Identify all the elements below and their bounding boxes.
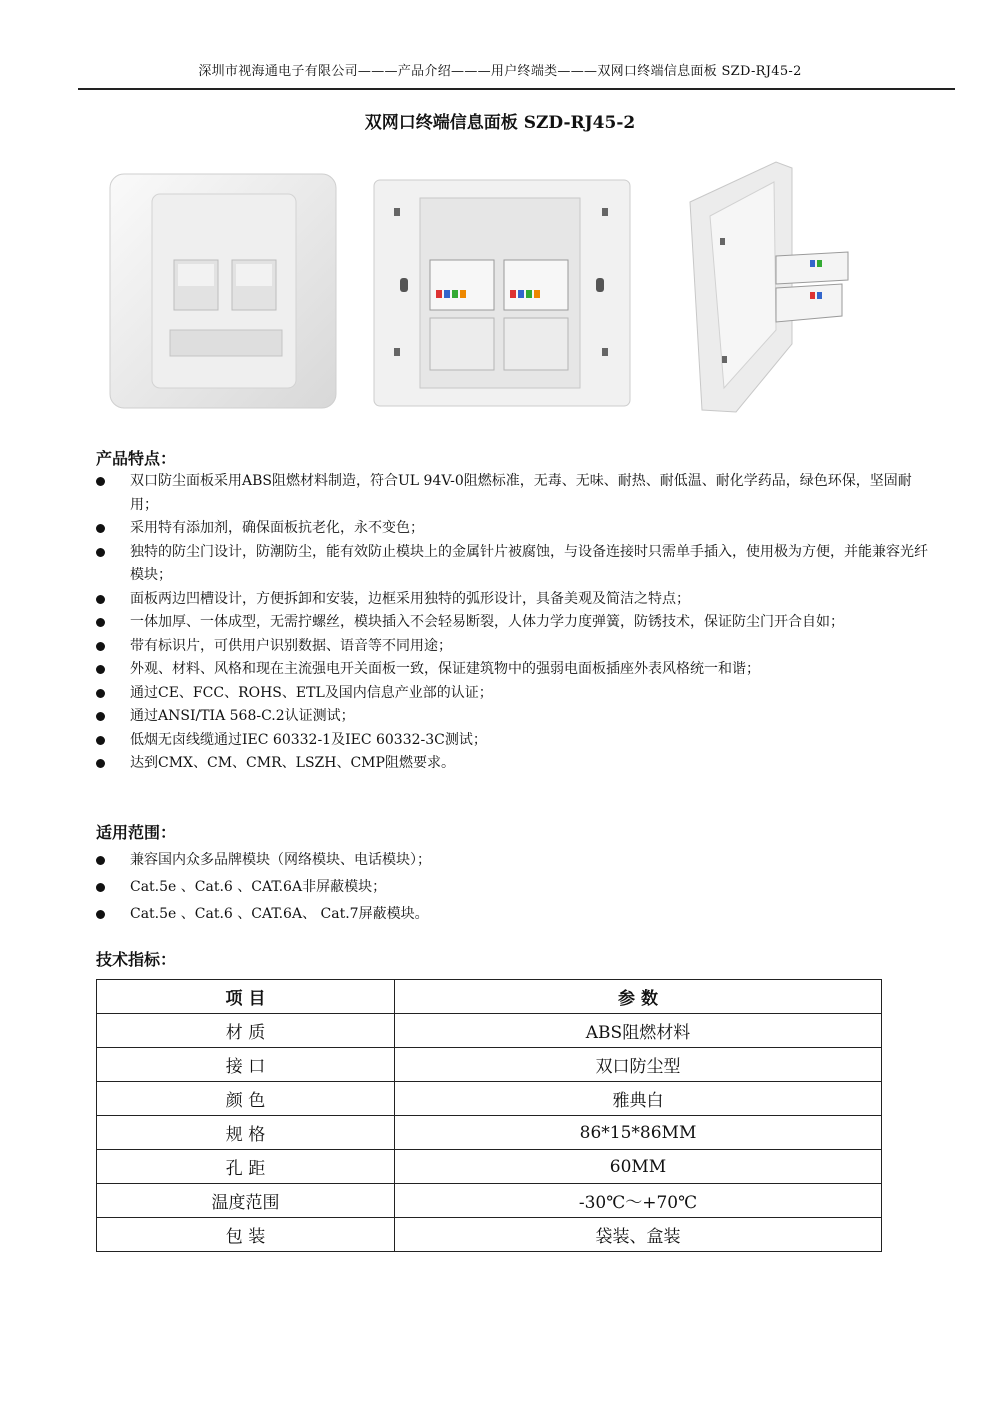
bullet-icon bbox=[96, 712, 105, 721]
spec-item: 材 质 bbox=[97, 1014, 395, 1048]
table-row bbox=[97, 1218, 882, 1252]
bullet-icon bbox=[96, 759, 105, 768]
front-view-photo bbox=[108, 172, 338, 410]
bullet-icon bbox=[96, 642, 105, 651]
list-item: 带有标识片，可供用户识别数据、语音等不同用途； bbox=[96, 635, 936, 659]
spec-item: 温度范围 bbox=[97, 1184, 395, 1218]
bullet-icon bbox=[96, 856, 105, 865]
back-view-photo bbox=[372, 178, 634, 410]
bullet-icon bbox=[96, 618, 105, 627]
scope-heading: 适用范围： bbox=[96, 823, 177, 842]
table-row bbox=[97, 1150, 882, 1184]
list-item: 达到CMX、CM、CMR、LSZH、CMP阻燃要求。 bbox=[96, 752, 936, 776]
spec-item: 颜 色 bbox=[97, 1082, 395, 1116]
features-list bbox=[96, 470, 936, 776]
table-row bbox=[97, 1014, 882, 1048]
side-view-photo bbox=[680, 160, 866, 416]
list-item: 面板两边凹槽设计，方便拆卸和安装，边框采用独特的弧形设计，具备美观及简洁之特点； bbox=[96, 588, 936, 612]
bullet-icon bbox=[96, 477, 105, 486]
spec-item: 孔 距 bbox=[97, 1150, 395, 1184]
specs-heading: 技术指标： bbox=[96, 950, 177, 969]
table-row bbox=[97, 1082, 882, 1116]
table-row bbox=[97, 1048, 882, 1082]
spec-value: 雅典白 bbox=[395, 1082, 882, 1116]
header-rule bbox=[78, 88, 955, 90]
spec-value: -30℃～+70℃ bbox=[395, 1184, 882, 1218]
table-row bbox=[97, 1116, 882, 1150]
spec-value: 双口防尘型 bbox=[395, 1048, 882, 1082]
list-item: 一体加厚、一体成型，无需拧螺丝，模块插入不会轻易断裂，人体力学力度弹簧，防锈技术，保证防尘门开合自如； bbox=[96, 611, 936, 635]
list-item: 采用特有添加剂，确保面板抗老化，永不变色； bbox=[96, 517, 936, 541]
table-header-row bbox=[97, 980, 882, 1014]
list-item: 通过ANSI/TIA 568-C.2认证测试； bbox=[96, 705, 936, 729]
spec-value: ABS阻燃材料 bbox=[395, 1014, 882, 1048]
spec-item: 包 装 bbox=[97, 1218, 395, 1252]
spec-value: 袋装、盒装 bbox=[395, 1218, 882, 1252]
bullet-icon bbox=[96, 910, 105, 919]
features-heading: 产品特点： bbox=[96, 449, 177, 468]
page-header: 深圳市视海通电子有限公司———产品介绍———用户终端类———双网口终端信息面板 SZD-RJ45-2 bbox=[198, 64, 802, 79]
bullet-icon bbox=[96, 736, 105, 745]
specs-table bbox=[96, 979, 882, 1252]
list-item: 低烟无卤线缆通过IEC 60332-1及IEC 60332-3C测试； bbox=[96, 729, 936, 753]
col-header-param: 参 数 bbox=[395, 980, 882, 1014]
scope-list bbox=[96, 847, 936, 928]
col-header-item: 项 目 bbox=[97, 980, 395, 1014]
bullet-icon bbox=[96, 595, 105, 604]
spec-value: 60MM bbox=[395, 1150, 882, 1184]
list-item: 双口防尘面板采用ABS阻燃材料制造，符合UL 94V-0阻燃标准，无毒、无味、耐热、耐低温、耐化学药品，绿色环保，坚固耐用； bbox=[96, 470, 936, 517]
list-item: 外观、材料、风格和现在主流强电开关面板一致，保证建筑物中的强弱电面板插座外表风格统一和谐； bbox=[96, 658, 936, 682]
list-item: Cat.5e 、Cat.6 、CAT.6A、 Cat.7屏蔽模块。 bbox=[96, 901, 936, 928]
spec-item: 接 口 bbox=[97, 1048, 395, 1082]
list-item: 独特的防尘门设计，防潮防尘，能有效防止模块上的金属针片被腐蚀，与设备连接时只需单手插入，使用极为方便，并能兼容光纤模块； bbox=[96, 541, 936, 588]
spec-value: 86*15*86MM bbox=[395, 1116, 882, 1150]
spec-item: 规 格 bbox=[97, 1116, 395, 1150]
list-item: 通过CE、FCC、ROHS、ETL及国内信息产业部的认证； bbox=[96, 682, 936, 706]
bullet-icon bbox=[96, 548, 105, 557]
table-row bbox=[97, 1184, 882, 1218]
bullet-icon bbox=[96, 665, 105, 674]
list-item: 兼容国内众多品牌模块（网络模块、电话模块）； bbox=[96, 847, 936, 874]
list-item: Cat.5e 、Cat.6 、CAT.6A非屏蔽模块； bbox=[96, 874, 936, 901]
bullet-icon bbox=[96, 689, 105, 698]
bullet-icon bbox=[96, 883, 105, 892]
page-title: 双网口终端信息面板 SZD-RJ45-2 bbox=[364, 113, 636, 133]
bullet-icon bbox=[96, 524, 105, 533]
